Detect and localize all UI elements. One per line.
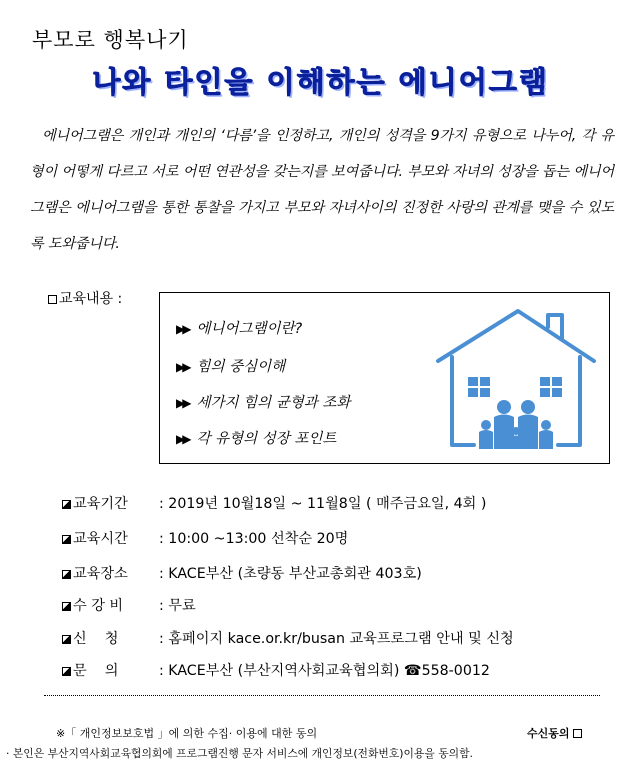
curriculum-box bbox=[159, 292, 610, 464]
checkbox-icon bbox=[62, 535, 71, 544]
checkbox-icon bbox=[62, 667, 71, 676]
curriculum-item: ▶▶ 각 유형의 성장 포인트 bbox=[176, 431, 337, 447]
double-arrow-icon: ▶▶ bbox=[176, 360, 189, 374]
checkbox-icon bbox=[62, 602, 71, 611]
curriculum-item: ▶▶ 힘의 중심이해 bbox=[176, 359, 286, 375]
checkbox-icon bbox=[62, 570, 71, 579]
consent-statement: · 본인은 부산지역사회교육협의회에 프로그램진행 문자 서비스에 개인정보(전화번호)이용을 동의함. bbox=[6, 747, 473, 760]
checkbox-icon bbox=[62, 635, 71, 644]
page-title: 나와 타인을 이해하는 에니어그램 bbox=[92, 65, 549, 99]
info-inquiry: 문 의 : KACE부산 (부산지역사회교육협의회) ☎558-0012 bbox=[62, 660, 490, 680]
info-application: 신 청 : 홈페이지 kace.or.kr/busan 교육프로그램 안내 및 신청 bbox=[62, 628, 514, 648]
consent-law-note: ※「 개인정보보호법 」에 의한 수집· 이용에 대한 동의 bbox=[56, 727, 318, 740]
dotted-divider bbox=[44, 695, 600, 696]
application-link[interactable]: : 홈페이지 kace.or.kr/busan 교육프로그램 안내 및 신청 bbox=[159, 631, 514, 647]
intro-paragraph: 에니어그램은 개인과 개인의 ‘다름’을 인정하고, 개인의 성격을 9가지 유형으로 나누어, 각 유형이 어떻게 다르고 서로 어떤 연관성을 갖는지를 보여줍니다. 부모와 자녀의 성장을 돕는 에니어그램은 에니어그램을 통한 통찰을 가지고 부모와 자녀사이의 진정한 사랑의 관계를 맺을 수 있도록 도와줍니다. bbox=[30, 128, 614, 252]
checkbox-icon bbox=[62, 500, 71, 509]
info-period: 교육기간 : 2019년 10월18일 ~ 11월8일 ( 매주금요일, 4회 ) bbox=[62, 493, 486, 513]
info-location: 교육장소 : KACE부산 (초량동 부산교총회관 403호) bbox=[62, 563, 422, 583]
double-arrow-icon: ▶▶ bbox=[176, 322, 189, 336]
curriculum-label: 교육내용 : bbox=[48, 288, 122, 308]
checkbox-icon bbox=[48, 295, 57, 304]
info-time: 교육시간 : 10:00 ~13:00 선착순 20명 bbox=[62, 528, 348, 548]
curriculum-item: ▶▶ 에니어그램이란? bbox=[176, 321, 303, 337]
double-arrow-icon: ▶▶ bbox=[176, 432, 189, 446]
consent-label: 수신동의 bbox=[527, 725, 582, 741]
family-house-icon bbox=[430, 299, 600, 459]
double-arrow-icon: ▶▶ bbox=[176, 396, 189, 410]
curriculum-item: ▶▶ 세가지 힘의 균형과 조화 bbox=[176, 395, 351, 411]
info-fee: 수 강 비 : 무료 bbox=[62, 595, 196, 615]
consent-checkbox[interactable] bbox=[573, 729, 582, 738]
subtitle: 부모로 행복나기 bbox=[32, 28, 189, 52]
